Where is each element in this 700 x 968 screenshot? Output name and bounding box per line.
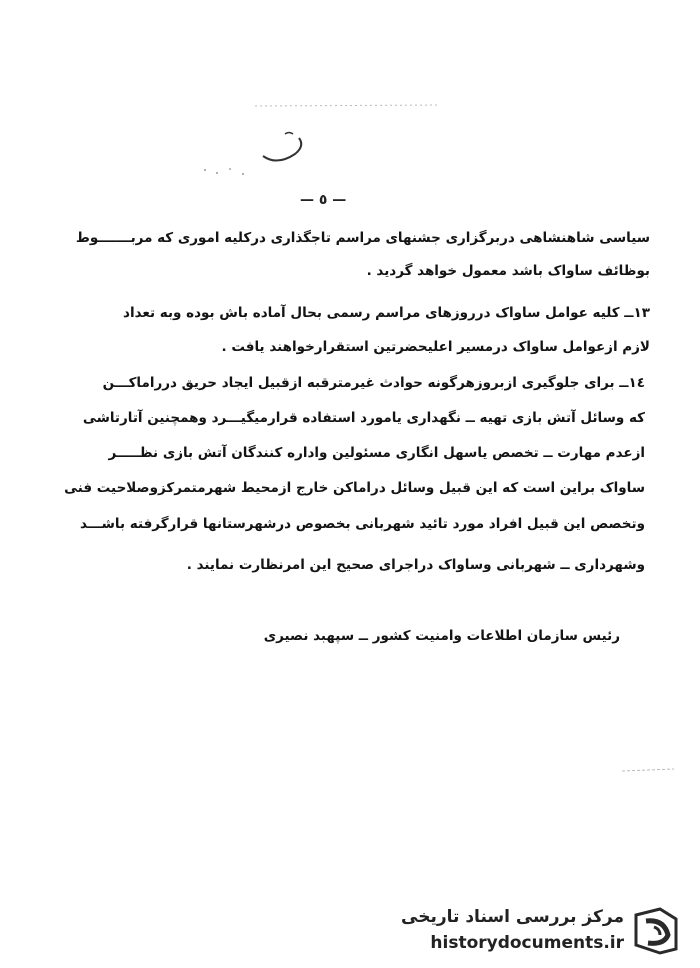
body-line: ساواک براین است که این قبیل وسائل دراماکن خارج ازمحیط شهرمتمرکزوصلاحیت فنی [64, 480, 645, 496]
body-line: لازم ازعوامل ساواک درمسیر اعلیحضرتین استقرارخواهند یافت . [221, 339, 650, 355]
watermark-url: historydocuments.ir [430, 933, 624, 953]
archive-logo-icon [630, 905, 682, 957]
scan-specks [195, 162, 265, 182]
signature-line: رئیس سازمان اطلاعات وامنیت کشور ــ سپهبد نصیری [263, 628, 620, 644]
body-line: بوظائف ساواک باشد معمول خواهد گردید . [366, 263, 650, 279]
body-line: که وسائل آتش بازی تهیه ــ نگهداری یامورد استفاده قرارمیگیـــرد وهمچنین آتارتاشی [82, 410, 645, 426]
watermark-title: مرکز بررسی اسناد تاریخی [401, 907, 624, 927]
body-line: ازعدم مهارت ــ تخصص یاسهل انگاری مسئولین واداره کنندگان آتش بازی نظـــــر [108, 445, 645, 461]
scan-dots-top [250, 100, 450, 112]
body-line: وتخصص این قبیل افراد مورد تائید شهربانی بخصوص درشهرستانها قرارگرفته باشـــد [80, 516, 645, 532]
body-line: ۱۳ــ کلیه عوامل ساواک درروزهای مراسم رسمی بحال آماده باش بوده وبه تعداد [123, 305, 650, 321]
scan-smudge [618, 764, 678, 778]
body-line: وشهرداری ــ شهربانی وساواک دراجرای صحیح این امرنظارت نمایند . [186, 557, 645, 573]
body-line: سیاسی شاهنشاهی دربرگزاری جشنهای مراسم تاجگذاری درکلیه اموری که مربـــــــوط [75, 230, 650, 246]
watermark [401, 905, 682, 963]
page-number: — ٥ — [300, 192, 347, 208]
body-line: ۱٤ــ برای جلوگیری ازبروزهرگونه حوادث غیرمترقبه ازقبیل ایجاد حریق درراماکـــن [102, 375, 645, 391]
